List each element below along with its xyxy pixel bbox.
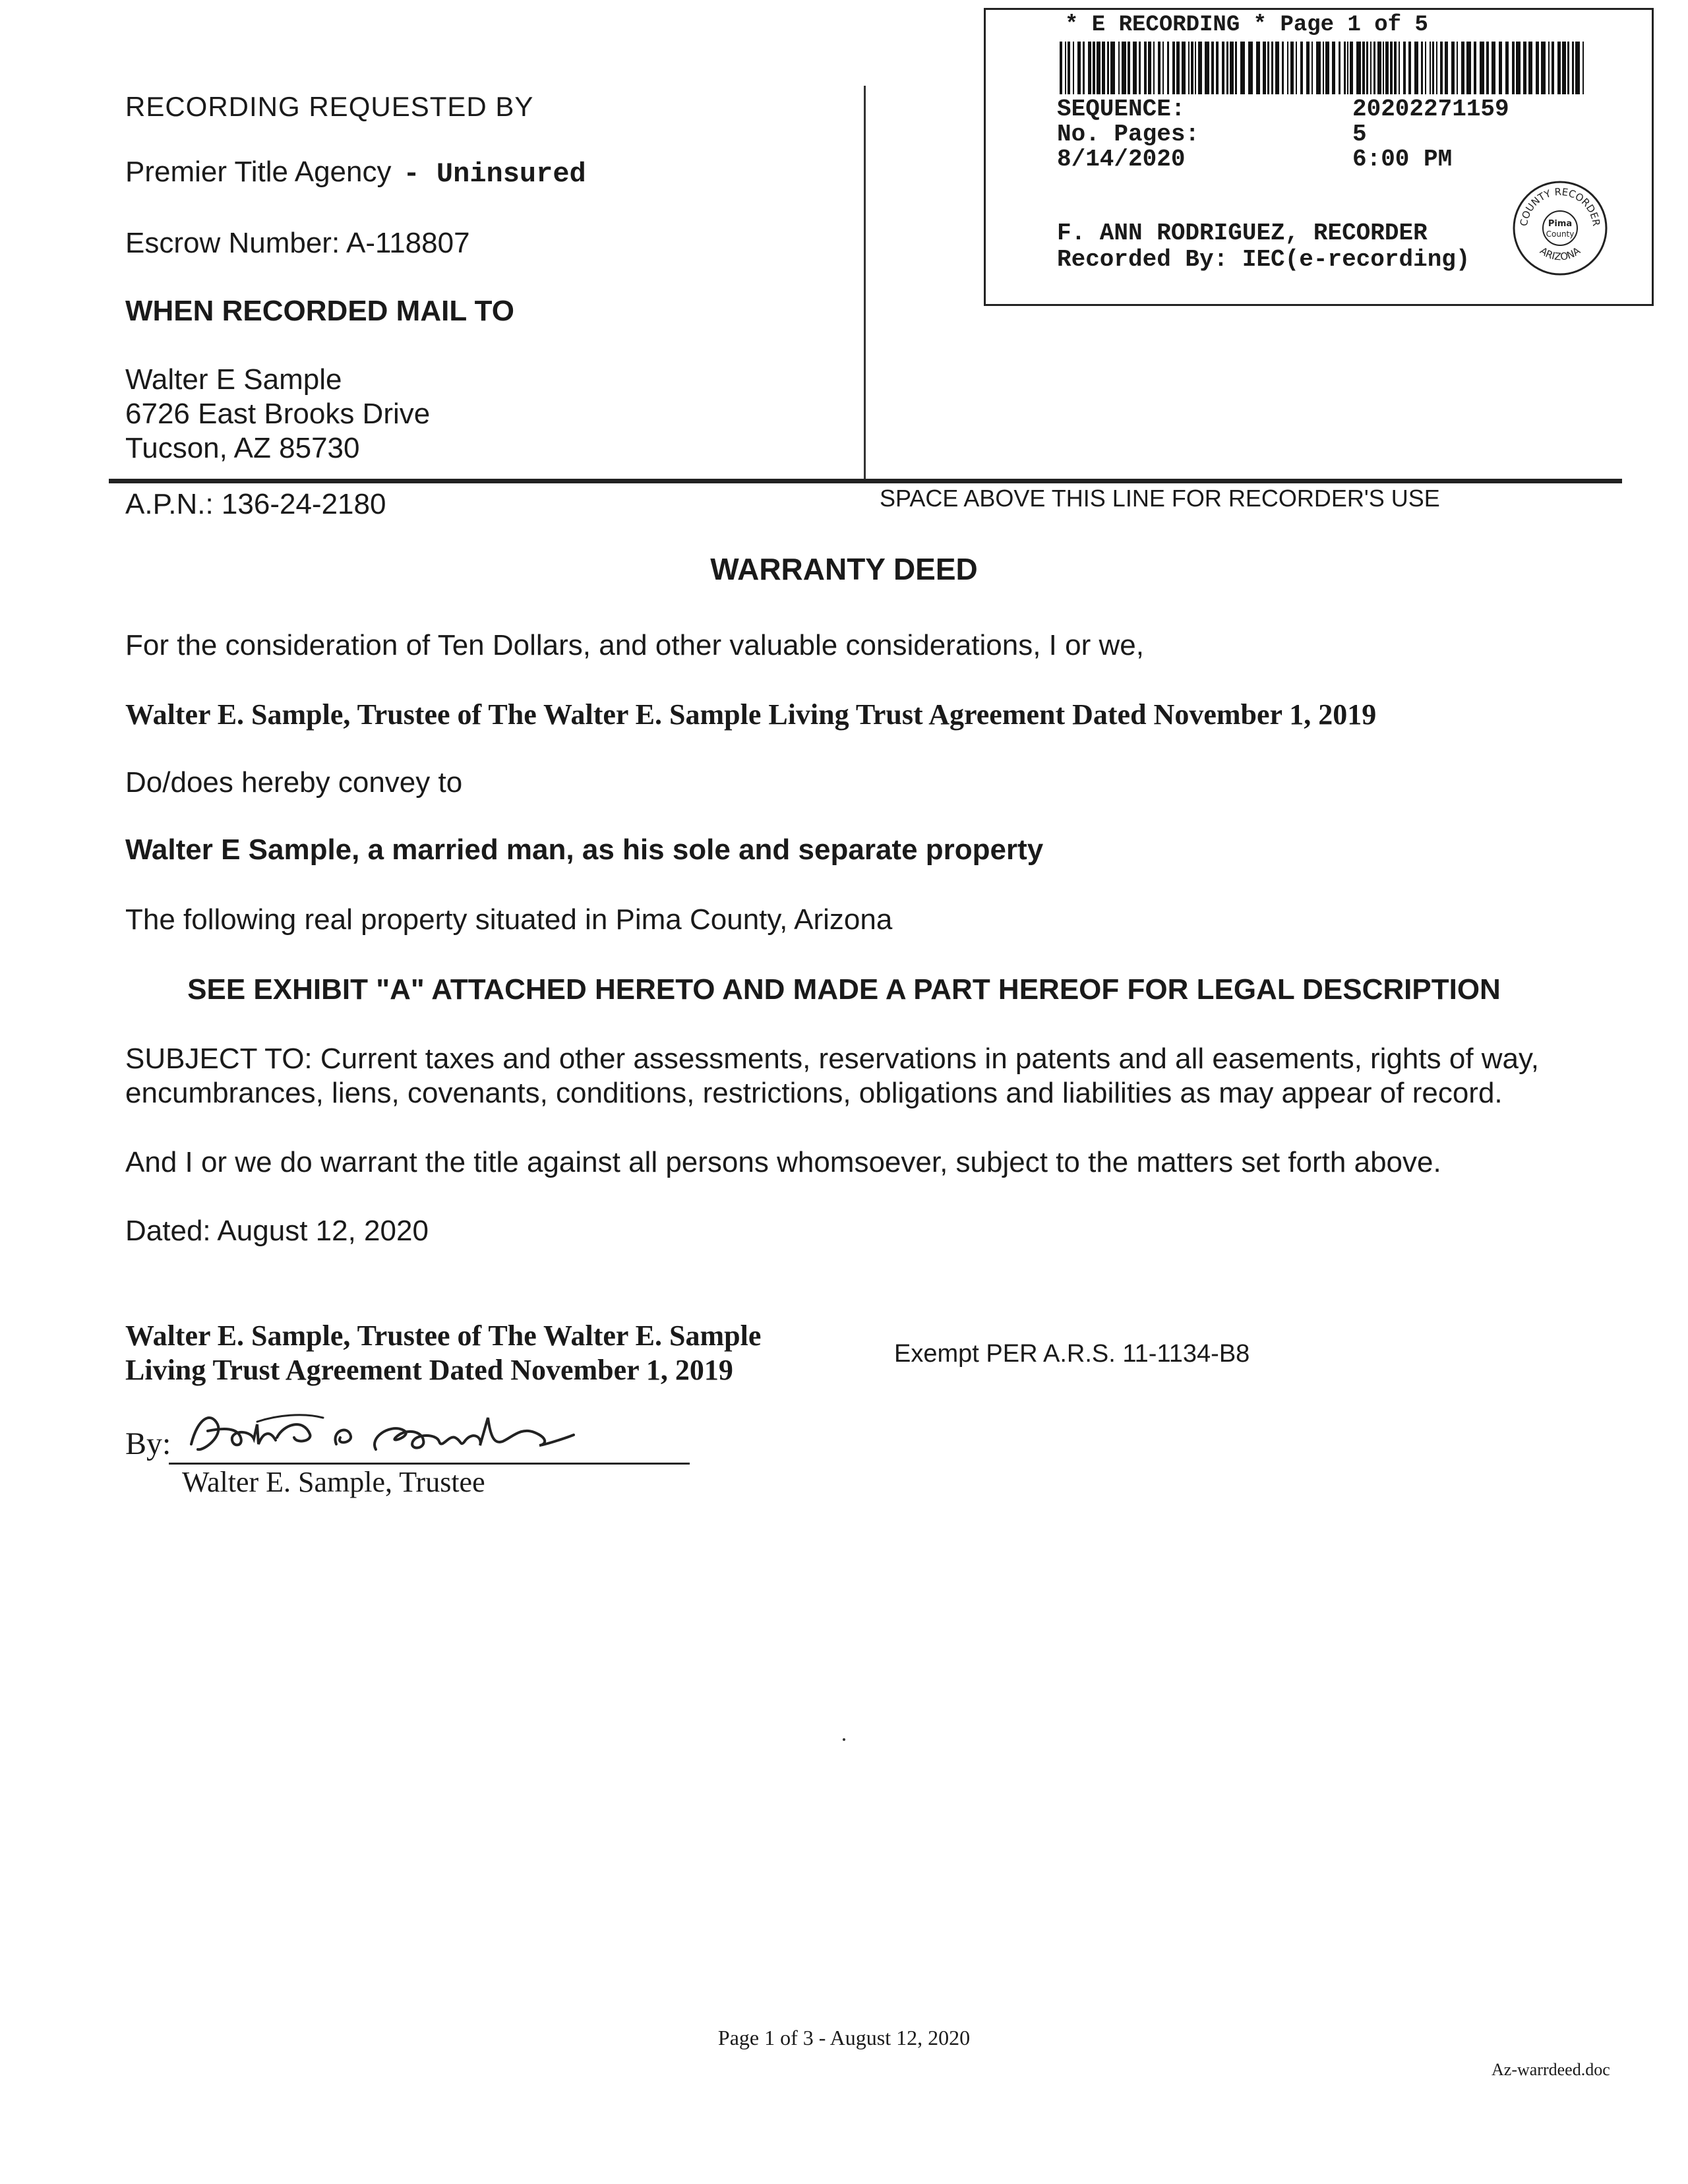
barcode-bar — [1356, 42, 1361, 94]
barcode-bar — [1195, 42, 1196, 94]
barcode-bar — [1414, 42, 1418, 94]
barcode-bar — [1562, 42, 1566, 94]
barcode-bar — [1430, 42, 1431, 94]
barcode-bar — [1572, 42, 1574, 94]
barcode-bar — [1065, 42, 1066, 94]
barcode-bar — [1290, 42, 1294, 94]
barcode-bar — [1399, 42, 1400, 94]
barcode-bar — [1373, 42, 1375, 94]
barcode-bar — [1536, 42, 1539, 94]
barcode-bar — [1377, 42, 1381, 94]
grantee: Walter E Sample, a married man, as his sole and separate property — [125, 834, 1044, 866]
barcode-bar — [1323, 42, 1324, 94]
barcode-bar — [1191, 42, 1193, 94]
barcode-bar — [1552, 42, 1554, 94]
barcode-bar — [1451, 42, 1455, 94]
recorder-space-note: SPACE ABOVE THIS LINE FOR RECORDER'S USE — [880, 485, 1440, 512]
county-recorder-seal-icon — [1511, 179, 1610, 278]
barcode-bar — [1366, 42, 1368, 94]
barcode-bar — [1271, 42, 1273, 94]
svg-text:ARIZONA: ARIZONA — [1538, 245, 1582, 263]
barcode-bar — [1182, 42, 1186, 94]
barcode-bar — [1153, 42, 1155, 94]
barcode-bar — [1466, 42, 1471, 94]
barcode-bar — [1088, 42, 1091, 94]
barcode-bar — [1230, 42, 1234, 94]
barcode-icon — [1060, 42, 1587, 94]
barcode-bar — [1176, 42, 1180, 94]
barcode-bar — [1347, 42, 1348, 94]
barcode-bar — [1287, 42, 1288, 94]
sequence-label: SEQUENCE: — [1057, 96, 1186, 123]
barcode-bar — [1548, 42, 1550, 94]
barcode-bar — [1383, 42, 1384, 94]
signatory-entity — [125, 1319, 761, 1387]
barcode-bar — [1118, 42, 1120, 94]
barcode-bar — [1523, 42, 1526, 94]
barcode-bar — [1162, 42, 1164, 94]
svg-text:County: County — [1546, 229, 1575, 239]
barcode-bar — [1235, 42, 1237, 94]
by-label: By: — [125, 1426, 171, 1461]
barcode-bar — [1385, 42, 1389, 94]
barcode-bar — [1528, 42, 1532, 94]
barcode-bar — [1068, 42, 1070, 94]
barcode-bar — [1300, 42, 1303, 94]
barcode-bar — [1248, 42, 1253, 94]
barcode-bar — [1211, 42, 1214, 94]
barcode-bar — [1263, 42, 1266, 94]
barcode-bar — [1541, 42, 1546, 94]
pages-label: No. Pages: — [1057, 121, 1200, 148]
barcode-bar — [1172, 42, 1175, 94]
barcode-bar — [1575, 42, 1580, 94]
barcode-bar — [1256, 42, 1260, 94]
barcode-bar — [1093, 42, 1095, 94]
barcode-bar — [1457, 42, 1458, 94]
barcode-bar — [1060, 42, 1062, 94]
barcode-bar — [1425, 42, 1426, 94]
mail-to-heading: WHEN RECORDED MAIL TO — [125, 295, 514, 327]
mail-to-address — [125, 363, 430, 466]
barcode-bar — [1436, 42, 1437, 94]
mail-to-street: 6726 East Brooks Drive — [125, 398, 431, 430]
barcode-bar — [1370, 42, 1372, 94]
barcode-bar — [1445, 42, 1448, 94]
barcode-bar — [1083, 42, 1085, 94]
signatory-entity-line-1: Walter E. Sample, Trustee of The Walter E. Sample — [125, 1320, 762, 1352]
barcode-bar — [1282, 42, 1284, 94]
barcode-bar — [1102, 42, 1105, 94]
barcode-bar — [1512, 42, 1515, 94]
barcode-bar — [1097, 42, 1100, 94]
mail-to-city: Tucson, AZ 85730 — [125, 432, 360, 464]
barcode-bar — [1394, 42, 1397, 94]
barcode-bar — [1316, 42, 1321, 94]
barcode-bar — [1344, 42, 1346, 94]
barcode-bar — [1240, 42, 1245, 94]
barcode-bar — [1350, 42, 1353, 94]
barcode-bar — [1567, 42, 1569, 94]
barcode-bar — [1480, 42, 1484, 94]
barcode-bar — [1267, 42, 1269, 94]
barcode-bar — [1122, 42, 1126, 94]
recorded-by: Recorded By: IEC(e-recording) — [1057, 246, 1470, 273]
page-footer: Page 1 of 3 - August 12, 2020 — [717, 2026, 971, 2049]
barcode-bar — [1332, 42, 1335, 94]
barcode-bar — [1486, 42, 1489, 94]
barcode-bar — [1296, 42, 1297, 94]
barcode-bar — [1403, 42, 1406, 94]
barcode-bar — [1188, 42, 1190, 94]
barcode-bar — [1339, 42, 1341, 94]
barcode-bar — [1226, 42, 1228, 94]
consideration-clause: For the consideration of Ten Dollars, and other valuable considerations, I or we, — [125, 629, 1144, 661]
barcode-bar — [1325, 42, 1329, 94]
mail-to-name: Walter E Sample — [125, 363, 342, 396]
recorder-stamp — [984, 8, 1654, 306]
escrow-number: Escrow Number: A-118807 — [125, 227, 470, 259]
barcode-bar — [1505, 42, 1509, 94]
convey-clause: Do/does hereby convey to — [125, 766, 463, 799]
barcode-bar — [1408, 42, 1411, 94]
stamp-header: * E RECORDING * Page 1 of 5 — [1065, 13, 1428, 38]
uninsured-note: - Uninsured — [403, 158, 586, 190]
recording-time: 6:00 PM — [1352, 146, 1453, 173]
barcode-bar — [1133, 42, 1137, 94]
barcode-bar — [1222, 42, 1224, 94]
barcode-bar — [1139, 42, 1141, 94]
barcode-bar — [1167, 42, 1169, 94]
barcode-bar — [1461, 42, 1464, 94]
barcode-bar — [1492, 42, 1495, 94]
barcode-bar — [1390, 42, 1393, 94]
agency-name: Premier Title Agency — [125, 156, 392, 188]
signer-name: Walter E. Sample, Trustee — [182, 1466, 485, 1498]
barcode-bar — [1128, 42, 1130, 94]
barcode-bar — [1148, 42, 1151, 94]
document-filename: Az-warrdeed.doc — [1492, 2060, 1610, 2079]
svg-text:COUNTY RECORDER: COUNTY RECORDER — [1517, 185, 1603, 228]
barcode-bar — [1158, 42, 1160, 94]
apn: A.P.N.: 136-24-2180 — [125, 488, 386, 520]
barcode-bar — [1474, 42, 1476, 94]
barcode-bar — [1144, 42, 1147, 94]
recording-date: 8/14/2020 — [1057, 146, 1186, 173]
svg-text:Pima: Pima — [1548, 219, 1573, 229]
barcode-bar — [1275, 42, 1279, 94]
exhibit-reference: SEE EXHIBIT "A" ATTACHED HERETO AND MADE A PART HEREOF FOR LEGAL DESCRIPTION — [187, 973, 1501, 1006]
document-title: WARRANTY DEED — [710, 552, 978, 586]
barcode-bar — [1306, 42, 1310, 94]
recorder-space-rule — [109, 479, 1622, 483]
scan-speck — [843, 1738, 845, 1741]
barcode-bar — [1216, 42, 1219, 94]
date-line: Dated: August 12, 2020 — [125, 1215, 429, 1247]
barcode-bar — [1205, 42, 1209, 94]
barcode-bar — [1432, 42, 1434, 94]
barcode-bar — [1421, 42, 1423, 94]
barcode-bar — [1516, 42, 1521, 94]
exemption-note: Exempt PER A.R.S. 11-1134-B8 — [894, 1340, 1250, 1368]
pages-value: 5 — [1352, 121, 1367, 148]
barcode-bar — [1440, 42, 1443, 94]
recording-requested-by-label: RECORDING REQUESTED BY — [125, 91, 534, 122]
agency-line — [125, 156, 586, 190]
barcode-bar — [1073, 42, 1074, 94]
warranty-clause: And I or we do warrant the title against all persons whomsoever, subject to the matters set forth above. — [125, 1146, 1441, 1178]
barcode-bar — [1499, 42, 1502, 94]
barcode-bar — [1077, 42, 1081, 94]
barcode-bar — [1198, 42, 1202, 94]
signatory-entity-line-2: Living Trust Agreement Dated November 1, 2019 — [125, 1354, 733, 1386]
barcode-bar — [1110, 42, 1115, 94]
handwritten-signature-icon — [178, 1398, 613, 1471]
signature-line — [169, 1463, 690, 1465]
barcode-bar — [1582, 42, 1584, 94]
subject-to-clause: SUBJECT TO: Current taxes and other assessments, reservations in patents and all easements, rights of way, encumbrances, liens, covenants, conditions, restrictions, obligations and liabilities as may appear of record. — [125, 1043, 1539, 1109]
barcode-bar — [1362, 42, 1365, 94]
recorder-name: F. ANN RODRIGUEZ, RECORDER — [1057, 220, 1428, 247]
barcode-bar — [1107, 42, 1109, 94]
barcode-bar — [1311, 42, 1313, 94]
property-location: The following real property situated in Pima County, Arizona — [125, 903, 893, 936]
header-vertical-divider — [864, 86, 866, 481]
barcode-bar — [1557, 42, 1561, 94]
grantor: Walter E. Sample, Trustee of The Walter E. Sample Living Trust Agreement Dated November 1, 2019 — [125, 698, 1377, 731]
sequence-value: 20202271159 — [1352, 96, 1509, 123]
